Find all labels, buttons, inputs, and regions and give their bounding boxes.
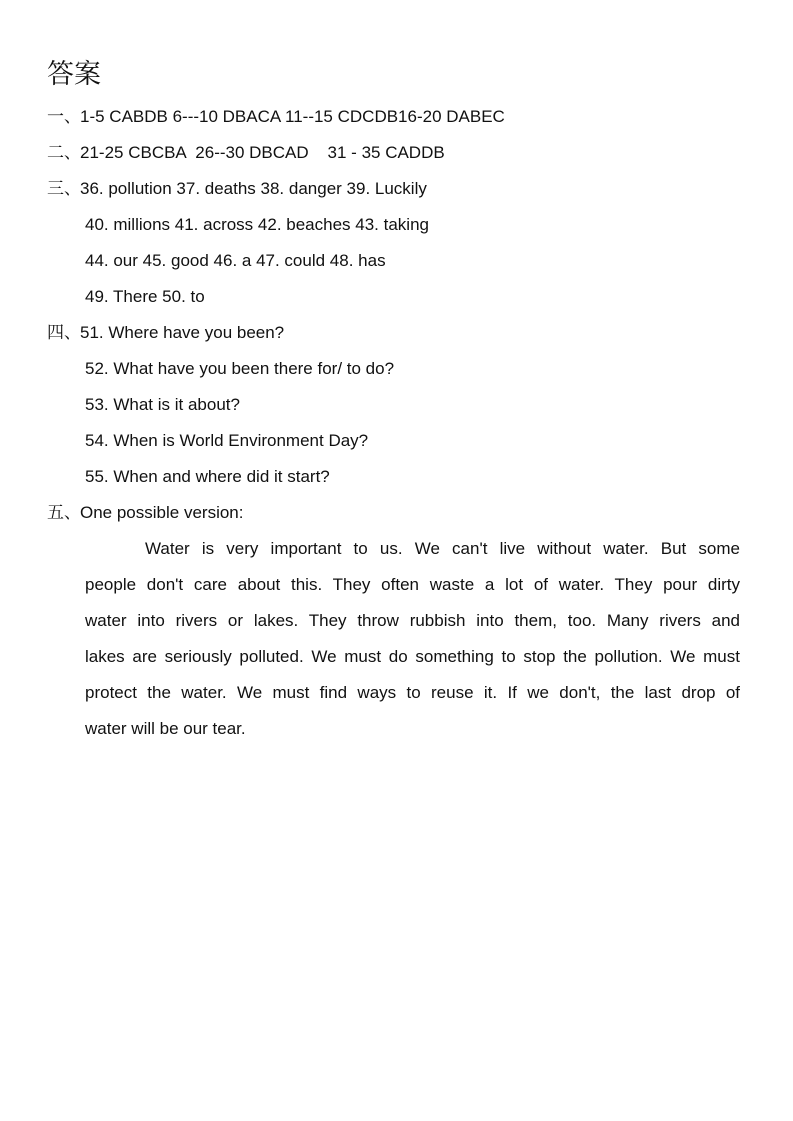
essay-line-6: water will be our tear. — [85, 719, 246, 738]
section-4-line-2: 52. What have you been there for/ to do? — [85, 359, 395, 378]
section-4-label: 四、 — [47, 323, 81, 343]
section-4-row — [47, 315, 747, 351]
section-1-answers: 1-5 CABDB 6---10 DBACA 11--15 CDCDB16-20 DABEC — [80, 107, 505, 126]
section-5-row — [47, 495, 747, 531]
section-2-row — [47, 135, 747, 171]
answer-content — [47, 99, 747, 747]
section-3-line-3: 44. our 45. good 46. a 47. could 48. has — [85, 251, 386, 270]
essay-line-2: people don't care about this. They often waste a lot of water. They pour dirty — [85, 575, 740, 594]
section-3-row — [47, 171, 747, 207]
essay-line-1: Water is very important to us. We can't live without water. But some — [145, 539, 740, 558]
page-title: 答案 — [47, 59, 101, 90]
section-4-line-5: 55. When and where did it start? — [85, 467, 330, 486]
section-5-label: 五、 — [47, 503, 81, 523]
essay-line-3: water into rivers or lakes. They throw rubbish into them, too. Many rivers and — [85, 611, 740, 630]
section-1-row — [47, 99, 747, 135]
essay-line-4: lakes are seriously polluted. We must do something to stop the pollution. We must — [85, 647, 740, 666]
section-3-line-4: 49. There 50. to — [85, 287, 205, 306]
section-2-answers: 21-25 CBCBA 26--30 DBCAD 31 - 35 CADDB — [80, 143, 445, 162]
section-4-line-3: 53. What is it about? — [85, 395, 240, 414]
section-4-line-4: 54. When is World Environment Day? — [85, 431, 369, 450]
essay-line-5: protect the water. We must find ways to reuse it. If we don't, the last drop of — [85, 683, 740, 702]
section-5-intro: One possible version: — [80, 503, 244, 522]
section-1-label: 一、 — [47, 107, 81, 127]
section-4-line-1: 51. Where have you been? — [80, 323, 285, 342]
section-3-label: 三、 — [47, 179, 81, 199]
sample-essay-paragraph — [85, 531, 740, 747]
section-3-line-1: 36. pollution 37. deaths 38. danger 39. Luckily — [80, 179, 427, 198]
section-2-label: 二、 — [47, 143, 81, 163]
section-3-line-2: 40. millions 41. across 42. beaches 43. taking — [85, 215, 429, 234]
